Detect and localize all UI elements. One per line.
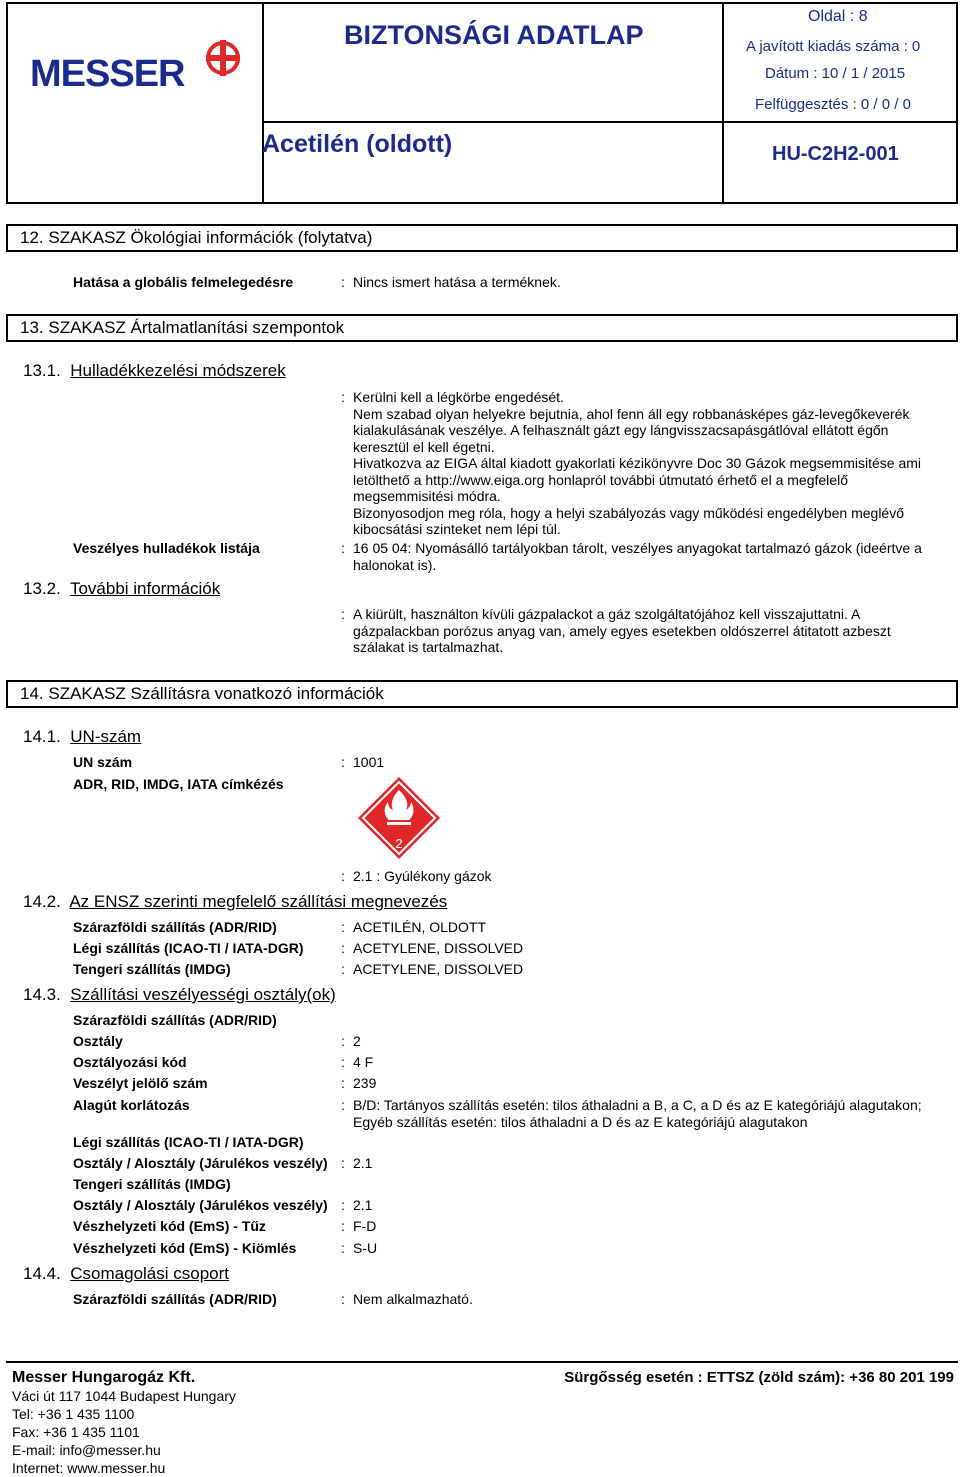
- company-email: E-mail: info@messer.hu: [12, 1442, 161, 1458]
- ems-spill-label: Vészhelyzeti kód (EmS) - Kiömlés: [73, 1240, 297, 1256]
- air-class-value: 2.1: [353, 1155, 373, 1171]
- colon: :: [341, 1291, 345, 1307]
- issue-date: Dátum : 10 / 1 / 2015: [765, 65, 906, 82]
- subsection-title: Az ENSZ szerinti megfelelő szállítási megnevezés: [69, 892, 448, 911]
- air-class-label: Osztály / Alosztály (Járulékos veszély): [73, 1155, 328, 1171]
- waste-methods-text: [353, 389, 921, 538]
- hazard-id-value: 239: [353, 1075, 377, 1091]
- classification-code-value: 4 F: [353, 1054, 374, 1070]
- product-code: HU-C2H2-001: [772, 143, 899, 165]
- air-head: Légi szállítás (ICAO-TI / IATA-DGR): [73, 1134, 304, 1150]
- text-line: letölthető a http://www.eiga.org honlapról további útmutató érhető el a megfelelő: [353, 471, 848, 488]
- header-divider: [262, 4, 264, 202]
- company-name: Messer Hungarogáz Kft.: [12, 1369, 196, 1386]
- section-14-title: 14. SZAKASZ Szállításra vonatkozó információk: [6, 680, 958, 708]
- text-line: B/D: Tartányos szállítás esetén: tilos áthaladni a B, a C, a D és az E kategóriájú alagutakon;: [353, 1097, 922, 1113]
- colon: :: [341, 1033, 345, 1049]
- packing-group-label: Szárazföldi szállítás (ADR/RID): [73, 1291, 277, 1307]
- section-13-title: 13. SZAKASZ Ártalmatlanítási szempontok: [6, 314, 958, 342]
- footer-divider: [6, 1361, 958, 1363]
- colon: :: [341, 868, 345, 884]
- subsection-title: Csomagolási csoport: [70, 1264, 230, 1283]
- page-number: Oldal : 8: [808, 8, 868, 25]
- land-transport-name: ACETILÉN, OLDOTT: [353, 919, 487, 935]
- text-line: megsemmisitési módra.: [353, 488, 501, 504]
- colon: :: [341, 1240, 345, 1256]
- svg-text:MESSER: MESSER: [30, 53, 185, 95]
- adr-labelling-label: ADR, RID, IMDG, IATA címkézés: [73, 776, 284, 792]
- document-title: BIZTONSÁGI ADATLAP: [344, 20, 644, 50]
- classification-code-label: Osztályozási kód: [73, 1054, 187, 1070]
- subsection-14-2: [23, 892, 447, 912]
- messer-logo-icon: [28, 36, 243, 96]
- colon: :: [341, 919, 345, 935]
- text-line: keresztül el kell égetni.: [353, 438, 495, 455]
- suspension-date: Felfüggesztés : 0 / 0 / 0: [755, 96, 911, 113]
- colon: :: [341, 540, 345, 556]
- subsection-number: 14.2.: [23, 892, 61, 911]
- header-divider: [262, 121, 956, 123]
- hazard-id-label: Veszélyt jelölő szám: [73, 1075, 208, 1091]
- land-head: Szárazföldi szállítás (ADR/RID): [73, 1012, 277, 1028]
- diamond-class-number: 2: [395, 836, 403, 851]
- colon: :: [341, 940, 345, 956]
- company-phone: Tel: +36 1 435 1100: [12, 1406, 135, 1422]
- text-line: Kerülni kell a légkörbe engedését.: [353, 389, 564, 405]
- colon: :: [341, 1197, 345, 1213]
- subsection-title: Szállítási veszélyességi osztály(ok): [70, 985, 336, 1004]
- revision-number: A javított kiadás száma : 0: [746, 38, 921, 55]
- land-transport-label: Szárazföldi szállítás (ADR/RID): [73, 919, 277, 935]
- hazardous-waste-value: [353, 540, 922, 573]
- tunnel-restriction-value: [353, 1097, 922, 1130]
- class-value: 2: [353, 1033, 361, 1049]
- subsection-number: 14.4.: [23, 1264, 61, 1283]
- subsection-14-1: [23, 727, 141, 747]
- text-line: Bizonyosodjon meg róla, hogy a helyi szabályozás vagy működési engedélyben meglévő: [353, 504, 904, 521]
- text-line: kibocsátási szinteket nem lépi túl.: [353, 521, 561, 537]
- company-website: Internet: www.messer.hu: [12, 1460, 166, 1476]
- text-line: Egyéb szállítás esetén: tilos áthaladni a D és az E kategóriájú alagutakon: [353, 1113, 808, 1130]
- un-number-value: 1001: [353, 754, 385, 770]
- subsection-title: Hulladékkezelési módszerek: [70, 361, 286, 380]
- ems-fire-label: Vészhelyzeti kód (EmS) - Tűz: [73, 1218, 266, 1234]
- product-name: Acetilén (oldott): [262, 130, 453, 158]
- colon: :: [341, 606, 345, 622]
- flammable-gas-diamond: [357, 776, 441, 860]
- colon: :: [341, 1155, 345, 1171]
- subsection-number: 14.1.: [23, 727, 61, 746]
- subsection-14-4: [23, 1264, 229, 1284]
- sea-class-label: Osztály / Alosztály (Járulékos veszély): [73, 1197, 328, 1213]
- air-transport-name: ACETYLENE, DISSOLVED: [353, 940, 524, 956]
- messer-logo: [28, 36, 243, 96]
- header-divider: [722, 4, 724, 202]
- sea-class-value: 2.1: [353, 1197, 373, 1213]
- tunnel-restriction-label: Alagút korlátozás: [73, 1097, 190, 1113]
- subsection-number: 14.3.: [23, 985, 61, 1004]
- hazardous-waste-label: Veszélyes hulladékok listája: [73, 540, 260, 556]
- global-warming-value: Nincs ismert hatása a terméknek.: [353, 274, 561, 290]
- colon: :: [341, 274, 345, 290]
- emergency-contact: Sürgősség esetén : ETTSZ (zöld szám): +36 80 201 199: [564, 1369, 954, 1386]
- company-info: [12, 1369, 236, 1477]
- ems-spill-value: S-U: [353, 1240, 378, 1256]
- class-label: Osztály: [73, 1033, 123, 1049]
- document-header: [6, 2, 958, 204]
- air-transport-label: Légi szállítás (ICAO-TI / IATA-DGR): [73, 940, 304, 956]
- colon: :: [341, 1218, 345, 1234]
- section-12-title: 12. SZAKASZ Ökológiai információk (folytatva): [6, 224, 958, 252]
- subsection-title: További információk: [69, 579, 221, 598]
- text-line: gázpalackban porózus anyag van, amely egyes esetekben oldószerrel átitatott azbeszt: [353, 622, 891, 639]
- text-line: Hivatkozva az EIGA által kiadott gyakorlati kézikönyvre Doc 30 Gázok megsemmisitése ami: [353, 455, 922, 471]
- text-line: szálakat is tartalmazhat.: [353, 639, 504, 655]
- colon: :: [341, 1054, 345, 1070]
- ems-fire-value: F-D: [353, 1218, 377, 1234]
- sea-transport-label: Tengeri szállítás (IMDG): [73, 961, 231, 977]
- colon: :: [341, 961, 345, 977]
- further-info-text: [353, 606, 891, 656]
- text-line: Nem szabad olyan helyekre bejutnia, ahol fenn áll egy robbanásképes gáz-levegőkeverék: [353, 405, 910, 422]
- colon: :: [341, 754, 345, 770]
- text-line: kialakulásának veszélye. A felhasznált gázt egy lángvisszacsapásgátlóval ellátott égőn: [353, 422, 889, 438]
- colon: :: [341, 1075, 345, 1091]
- text-line: 16 05 04: Nyomásálló tartályokban tárolt, veszélyes anyagokat tartalmazó gázok (ideértve a: [353, 540, 922, 556]
- subsection-14-3: [23, 985, 336, 1005]
- sea-head: Tengeri szállítás (IMDG): [73, 1176, 231, 1192]
- colon: :: [341, 389, 345, 405]
- un-number-label: UN szám: [73, 754, 133, 770]
- text-line: halonokat is).: [353, 556, 437, 573]
- packing-group-value: Nem alkalmazható.: [353, 1291, 473, 1307]
- sea-transport-name: ACETYLENE, DISSOLVED: [353, 961, 524, 977]
- diamond-caption: 2.1 : Gyúlékony gázok: [353, 868, 492, 884]
- subsection-number: 13.2.: [23, 579, 61, 598]
- subsection-number: 13.1.: [23, 361, 61, 380]
- company-fax: Fax: +36 1 435 1101: [12, 1424, 140, 1440]
- subsection-13-2: [23, 579, 220, 599]
- subsection-title: UN-szám: [70, 727, 142, 746]
- subsection-13-1: [23, 361, 286, 381]
- text-line: A kiürült, használton kívüli gázpalackot a gáz szolgáltatójához kell visszajuttatni. A: [353, 606, 861, 622]
- company-address: Váci út 117 1044 Budapest Hungary: [12, 1388, 236, 1404]
- colon: :: [341, 1097, 345, 1113]
- global-warming-label: Hatása a globális felmelegedésre: [73, 274, 294, 290]
